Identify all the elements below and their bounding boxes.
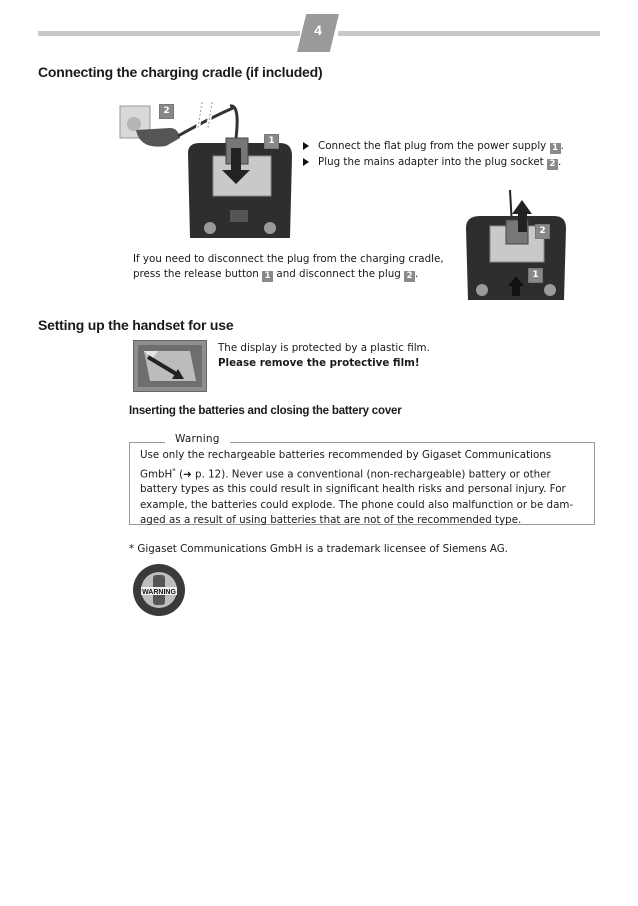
figure2-label-release: 1 — [528, 268, 543, 283]
instruction-plug-adapter: Plug the mains adapter into the plug socket 2 . — [303, 156, 561, 170]
step-number: 1 — [550, 143, 561, 154]
warning-label: Warning — [165, 433, 230, 445]
figure2-label-plug: 2 — [535, 224, 550, 239]
seal-text: WARNING — [142, 589, 176, 596]
charging-cradle-illustration — [118, 98, 298, 248]
header-rule-left — [38, 31, 300, 36]
step-number: 2 — [404, 271, 415, 282]
arrow-right-icon: ➜ — [183, 467, 192, 480]
bullet-arrow-icon — [303, 158, 309, 166]
warning-seal-icon — [132, 563, 186, 617]
instruction-connect-plug: Connect the flat plug from the power supply 1 . — [303, 140, 564, 154]
step-number: 1 — [262, 271, 273, 282]
section-heading-charging-cradle: Connecting the charging cradle (if included) — [38, 64, 323, 80]
section-heading-setup-handset: Setting up the handset for use — [38, 317, 234, 333]
disconnect-instructions: If you need to disconnect the plug from the charging cradle, press the release button 1 and disconnect the plug 2 . — [133, 253, 444, 281]
subheading-batteries: Inserting the batteries and closing the battery cover — [129, 405, 402, 417]
header-rule-right — [338, 31, 600, 36]
warning-text: Use only the rechargeable batteries recommended by Gigaset Communications GmbH* (➜ p. 12). Never use a conventional (non-rechargeable) battery or other battery types as this could result in significant health risks and personal injury. For example, the batteries could explode. The phone could also malfunction or be dam- aged as a result of using batteries that are not of the recommended type. — [140, 449, 574, 527]
figure1-label-cradle: 1 — [264, 134, 279, 149]
footnote: * Gigaset Communications GmbH is a trademark licensee of Siemens AG. — [129, 543, 508, 555]
protective-film-text: The display is protected by a plastic film. Please remove the protective film! — [218, 342, 430, 369]
disconnect-cradle-illustration — [462, 186, 572, 304]
page-number: 4 — [314, 22, 322, 38]
step-number: 2 — [547, 159, 558, 170]
bullet-arrow-icon — [303, 142, 309, 150]
protective-film-illustration — [133, 340, 207, 392]
figure1-label-socket: 2 — [159, 104, 174, 119]
